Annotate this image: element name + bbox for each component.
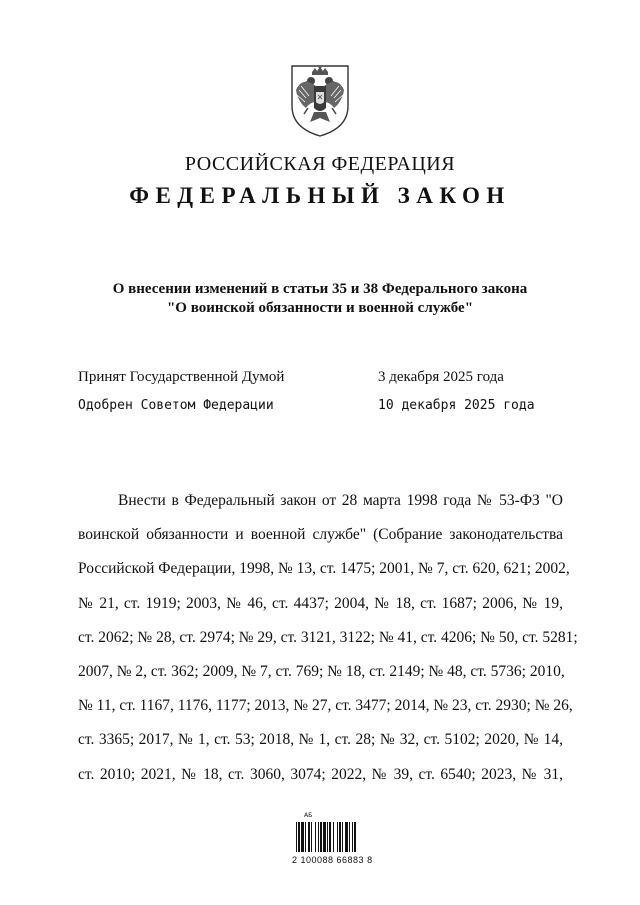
country-heading: РОССИЙСКАЯ ФЕДЕРАЦИЯ	[184, 153, 456, 175]
adopted-by-duma-label: Принят Государственной Думой	[78, 369, 285, 385]
body-line: 2007, № 2, ст. 362; 2009, № 7, ст. 769; № 18, ст. 2149; № 48, ст. 5736; 2010,	[78, 663, 565, 681]
body-line: Российской Федерации, 1998, № 13, ст. 1475; 2001, № 7, ст. 620, 621; 2002,	[78, 560, 570, 578]
law-type-heading: ФЕДЕРАЛЬНЫЙ ЗАКОН	[129, 183, 511, 208]
adopted-by-duma-date: 3 декабря 2025 года	[378, 369, 504, 385]
body-line: ст. 2062; № 28, ст. 2974; № 29, ст. 3121, 3122; № 41, ст. 4206; № 50, ст. 5281;	[78, 628, 578, 646]
barcode-number: 2 100088 66883 8	[292, 855, 373, 865]
coat-of-arms-emblem	[288, 62, 352, 138]
barcode-stamp-text: АБ	[304, 812, 313, 819]
law-title	[0, 280, 640, 318]
body-line: ст. 2010; 2021, № 18, ст. 3060, 3074; 2022, № 39, ст. 6540; 2023, № 31,	[78, 765, 563, 783]
body-line: ст. 3365; 2017, № 1, ст. 53; 2018, № 1, ст. 28; № 32, ст. 5102; 2020, № 14,	[78, 731, 563, 749]
approved-by-council-date: 10 декабря 2025 года	[378, 398, 535, 413]
law-title-line-1: О внесении изменений в статьи 35 и 38 Федерального закона	[112, 281, 528, 297]
law-title-line-2: "О воинской обязанности и военной службе"	[166, 300, 474, 316]
body-line: воинской обязанности и военной службе" (Собрание законодательства	[78, 526, 563, 544]
barcode	[296, 822, 380, 852]
law-body-text	[78, 484, 578, 792]
approved-by-council-label: Одобрен Советом Федерации	[78, 398, 274, 413]
body-line: Внести в Федеральный закон от 28 марта 1998 года № 53-ФЗ "О	[118, 492, 563, 509]
body-line: № 11, ст. 1167, 1176, 1177; 2013, № 27, ст. 3477; 2014, № 23, ст. 2930; № 26,	[78, 697, 573, 715]
body-line: № 21, ст. 1919; 2003, № 46, ст. 4437; 2004, № 18, ст. 1687; 2006, № 19,	[78, 594, 563, 612]
